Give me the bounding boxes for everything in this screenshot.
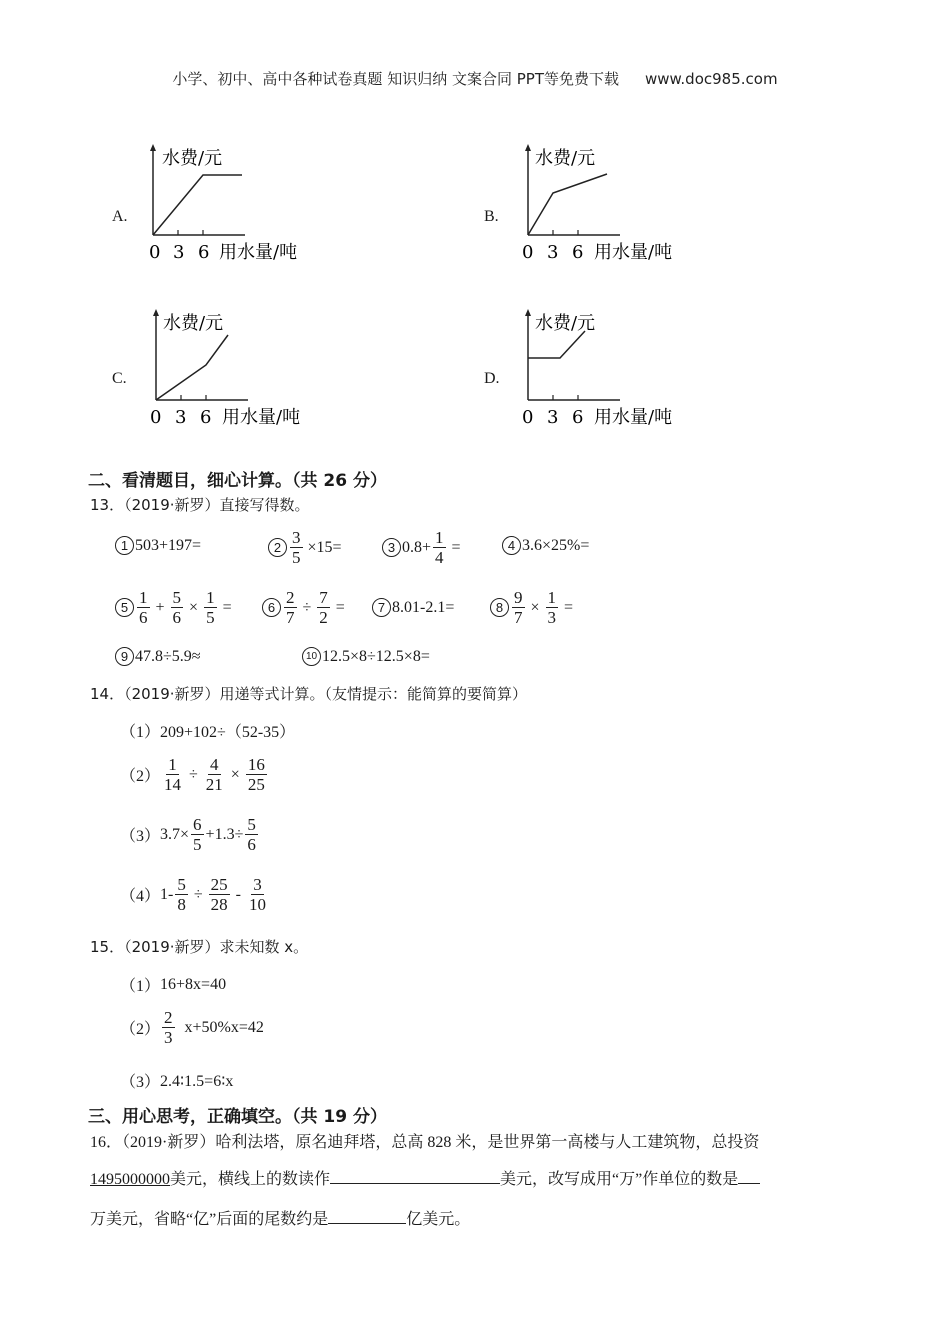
- q13-item-5: 5 $\frac{1}{6}$ + $\frac{5}{6}$ × $\frac{1}{5}$ =: [115, 588, 236, 627]
- q15-part-3: （3） 2.4∶1.5=6∶x: [120, 1072, 234, 1091]
- tick-3: 3: [547, 407, 559, 428]
- q13-item-9: 9 47.8÷5.9≈: [115, 647, 201, 666]
- q14-part-3: （3） 3.7× $\frac{6}{5}$ +1.3÷ $\frac{5}{6}$: [120, 815, 256, 854]
- tick-0: 0: [150, 407, 162, 428]
- fraction: $\frac{16}{25}$: [247, 755, 265, 794]
- q15-stem: 15．（2019·新罗）求未知数 x。: [90, 938, 309, 956]
- circled-number: 6: [262, 598, 281, 617]
- y-axis-arrow: [525, 144, 531, 151]
- circled-number: 5: [115, 598, 134, 617]
- fraction: $\frac{4}{21}$: [205, 755, 223, 794]
- q14-part-2: （2） $\frac{1}{14}$ ÷ $\frac{4}{21}$ × $\frac{16}{25}$: [120, 755, 265, 794]
- circled-number: 9: [115, 647, 134, 666]
- tick-0: 0: [522, 407, 534, 428]
- x-label: 用水量/吨: [594, 242, 673, 263]
- circled-number: 8: [490, 598, 509, 617]
- graph-line: [528, 174, 607, 235]
- fraction: $\frac{6}{5}$: [193, 815, 202, 854]
- circled-number: 1: [115, 536, 134, 555]
- q13-item-10: 10 12.5×8÷12.5×8=: [302, 647, 430, 666]
- option-b-letter: B.: [484, 208, 499, 225]
- answer-blank[interactable]: [328, 1209, 406, 1224]
- q13-item-7: 7 8.01-2.1=: [372, 598, 454, 617]
- q16-number: 1495000000: [90, 1171, 170, 1188]
- tick-3: 3: [173, 242, 185, 263]
- fraction: $\frac{25}{28}$: [210, 875, 228, 914]
- q13-item-2: 2 $\frac{3}{5}$ ×15=: [268, 528, 342, 567]
- option-d-letter: D.: [484, 370, 500, 387]
- q15-part-2: （2） $\frac{2}{3}$ x+50%x=42: [120, 1008, 264, 1047]
- fraction: $\frac{1}{5}$: [206, 588, 215, 627]
- fraction: $\frac{3}{10}$: [248, 875, 266, 914]
- x-label: 用水量/吨: [219, 242, 298, 263]
- q14-stem: 14．（2019·新罗）用递等式计算。（友情提示：能简算的要简算）: [90, 685, 528, 703]
- fraction: $\frac{5}{6}$: [172, 588, 182, 627]
- q16-line-2: 1495000000美元，横线上的数读作 美元，改写成用“万”作单位的数是: [90, 1166, 760, 1189]
- tick-6: 6: [198, 242, 210, 263]
- option-b-graph: [515, 140, 715, 265]
- q16-line-3: 万美元，省略“亿”后面的尾数约是 亿美元。: [90, 1211, 471, 1228]
- option-c-graph: [143, 305, 343, 430]
- graph-line: [153, 175, 242, 235]
- y-label: 水费/元: [535, 313, 596, 334]
- q13-item-6: 6 $\frac{2}{7}$ ÷ $\frac{7}{2}$ =: [262, 588, 349, 627]
- fraction: $\frac{2}{7}$: [286, 588, 295, 627]
- option-a-graph: [140, 140, 340, 265]
- option-c-letter: C.: [112, 370, 127, 387]
- x-label: 用水量/吨: [594, 407, 673, 428]
- tick-0: 0: [522, 242, 534, 263]
- y-axis-arrow: [153, 309, 159, 316]
- option-a-letter: A.: [112, 208, 128, 225]
- tick-3: 3: [175, 407, 187, 428]
- answer-blank[interactable]: [330, 1169, 500, 1184]
- header-text: 小学、初中、高中各种试卷真题 知识归纳 文案合同 PPT等免费下载: [172, 70, 619, 88]
- y-axis-arrow: [525, 309, 531, 316]
- circled-number: 4: [502, 536, 521, 555]
- fraction: $\frac{5}{6}$: [247, 815, 256, 854]
- tick-0: 0: [149, 242, 161, 263]
- q13-item-1: 1 503+197=: [115, 536, 201, 555]
- q15-part-1: （1） 16+8x=40: [120, 975, 227, 995]
- fraction: $\frac{9}{7}$: [514, 588, 523, 627]
- q13-item-4: 4 3.6×25%=: [502, 536, 589, 555]
- q16-line-1: 16．（2019·新罗）哈利法塔，原名迪拜塔，总高 828 米，是世界第一高楼与人工建筑物，总投资: [90, 1134, 760, 1151]
- fraction: $\frac{1}{4}$: [435, 528, 444, 567]
- fraction: $\frac{1}{3}$: [547, 588, 557, 627]
- fraction: $\frac{2}{3}$: [164, 1008, 173, 1047]
- circled-number: 7: [372, 598, 391, 617]
- graph-line: [528, 331, 585, 358]
- section3-title: 三、用心思考，正确填空。（共 19 分）: [88, 1107, 387, 1127]
- tick-6: 6: [572, 242, 584, 263]
- circled-number: 2: [268, 538, 287, 557]
- answer-blank[interactable]: [738, 1169, 760, 1184]
- fraction: $\frac{1}{14}$: [164, 755, 182, 794]
- fraction: $\frac{1}{6}$: [139, 588, 148, 627]
- y-label: 水费/元: [535, 148, 596, 169]
- q13-item-3: 3 0.8+ $\frac{1}{4}$ =: [382, 528, 461, 567]
- q13-item-8: 8 $\frac{9}{7}$ × $\frac{1}{3}$ =: [490, 588, 577, 627]
- fraction: $\frac{7}{2}$: [319, 588, 328, 627]
- fraction: $\frac{3}{5}$: [292, 528, 301, 567]
- q14-part-1: （1） 209+102÷（52-35）: [120, 724, 296, 741]
- tick-3: 3: [547, 242, 559, 263]
- fraction: $\frac{5}{8}$: [177, 875, 186, 914]
- tick-6: 6: [200, 407, 212, 428]
- q13-stem: 13．（2019·新罗）直接写得数。: [90, 496, 310, 514]
- y-label: 水费/元: [162, 148, 223, 169]
- option-d-graph: [515, 305, 715, 430]
- q14-part-4: （4） 1- $\frac{5}{8}$ ÷ $\frac{25}{28}$ - $\frac{3}{10}$: [120, 875, 266, 914]
- header-site: www.doc985.com: [644, 70, 778, 88]
- circled-number: 3: [382, 538, 401, 557]
- x-label: 用水量/吨: [222, 407, 301, 428]
- y-axis-arrow: [150, 144, 156, 151]
- y-label: 水费/元: [163, 313, 224, 334]
- graph-line: [156, 335, 228, 400]
- tick-6: 6: [572, 407, 584, 428]
- circled-number: 10: [302, 647, 321, 666]
- section2-title: 二、看清题目，细心计算。（共 26 分）: [88, 471, 387, 491]
- page-header: [0, 68, 950, 89]
